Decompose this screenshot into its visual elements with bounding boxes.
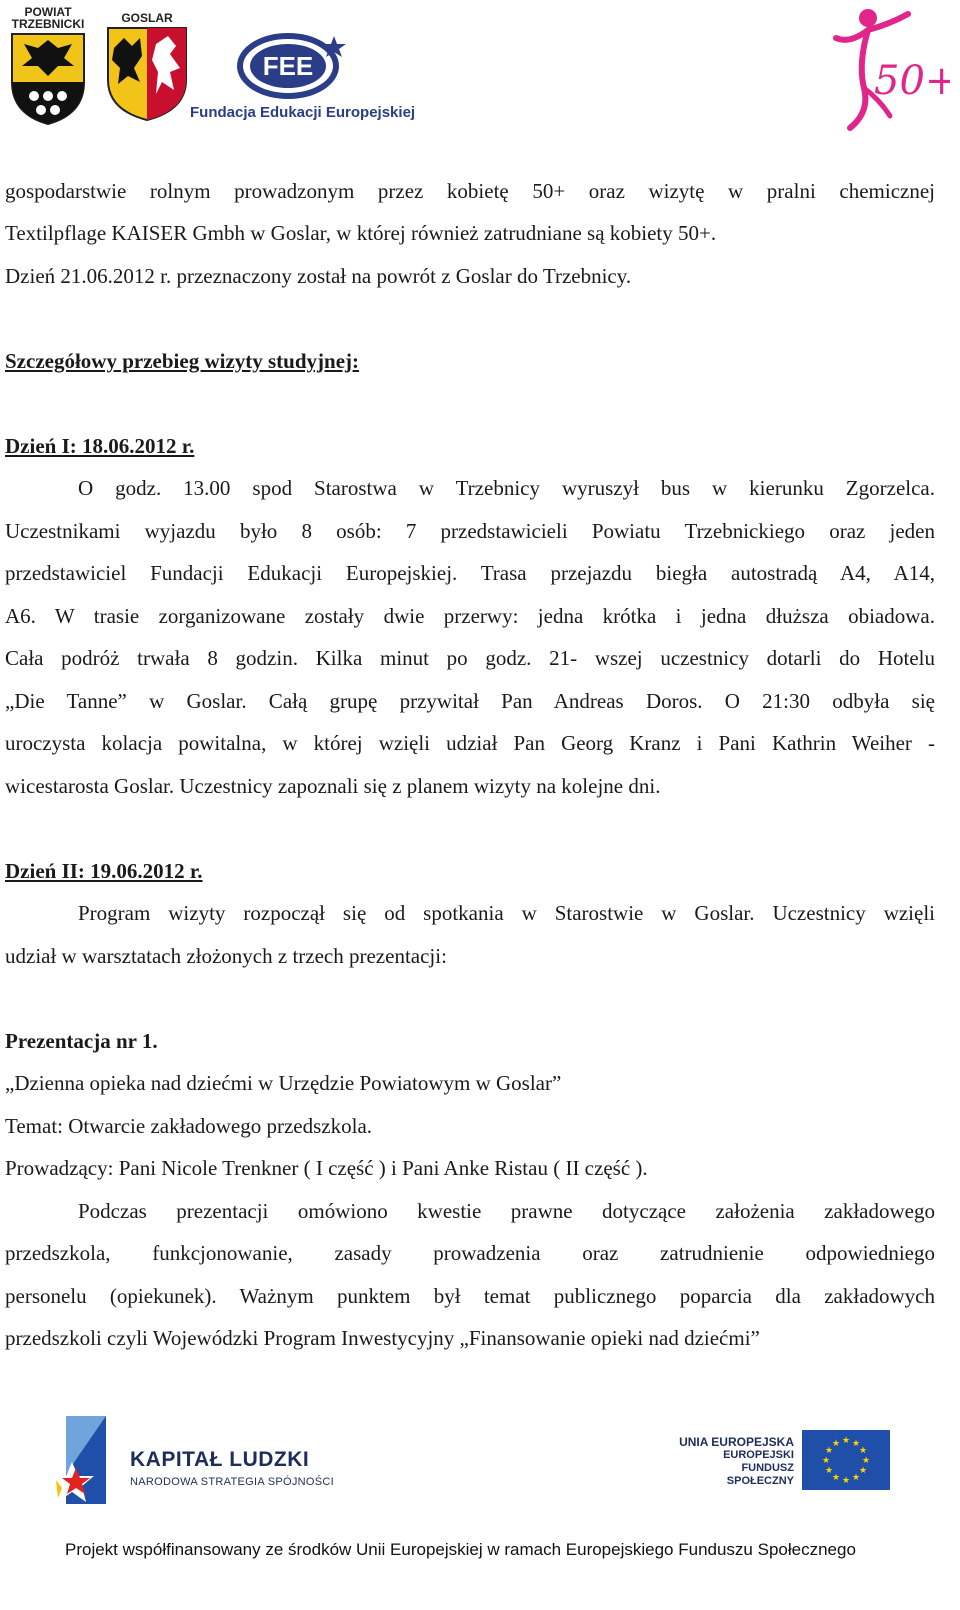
dancing-figure-icon	[830, 4, 950, 134]
powiat-coat-of-arms-icon	[6, 30, 90, 126]
fifty-plus-text: 50+	[874, 58, 950, 104]
paragraph-line: Cała podróż trwała 8 godzin. Kilka minut po godz. 21- wszej uczestnicy dotarli do Hotelu	[5, 646, 935, 670]
fee-name: Fundacja Edukacji Europejskiej	[190, 104, 416, 121]
powiat-caption-1: POWIAT	[24, 5, 72, 19]
paragraph-line: Dzień 21.06.2012 r. przeznaczony został na powrót z Goslar do Trzebnicy.	[5, 264, 632, 288]
eu-esf-logo-text	[672, 1436, 794, 1488]
paragraph-line: wicestarosta Goslar. Uczestnicy zapoznali się z planem wizyty na kolejne dni.	[5, 774, 661, 798]
kapital-ludzki-star-icon	[52, 1414, 128, 1506]
paragraph-line: przedstawiciel Fundacji Edukacji Europejskiej. Trasa przejazdu biegła autostradą A4, A14,	[5, 561, 935, 585]
svg-text:★: ★	[851, 1439, 861, 1449]
page-footer	[0, 1400, 960, 1610]
goslar-coat-of-arms-icon	[104, 24, 190, 122]
svg-text:★: ★	[821, 1456, 831, 1466]
eu-line-2: EUROPEJSKI	[723, 1449, 794, 1461]
svg-text:★: ★	[851, 1473, 861, 1483]
paragraph-line: przedszkoli czyli Wojewódzki Program Inwestycyjny „Finansowanie opieki nad dziećmi”	[5, 1326, 760, 1350]
fifty-plus-logo	[830, 4, 950, 134]
paragraph-line: przedszkola, funkcjonowanie, zasady prowadzenia oraz zatrudnienie odpowiedniego	[5, 1241, 935, 1265]
svg-text:★: ★	[841, 1476, 851, 1486]
svg-text:★: ★	[861, 1456, 871, 1466]
fee-abbr: FEE	[262, 51, 314, 81]
kapital-ludzki-subtitle: NARODOWA STRATEGIA SPÓJNOŚCI	[130, 1476, 334, 1488]
svg-text:★: ★	[831, 1439, 841, 1449]
paragraph-line: gospodarstwie rolnym prowadzonym przez kobietę 50+ oraz wizytę w pralni chemicznej	[5, 179, 935, 203]
eu-line-3: FUNDUSZ SPOŁECZNY	[726, 1462, 794, 1487]
powiat-caption-2: TRZEBNICKI	[11, 17, 85, 31]
eu-title: UNIA EUROPEJSKA	[679, 1435, 794, 1449]
paragraph-line: Textilpflage KAISER Gmbh w Goslar, w której również zatrudniane są kobiety 50+.	[5, 221, 717, 245]
svg-text:★: ★	[824, 1466, 834, 1476]
paragraph-line: Program wizyty rozpoczął się od spotkania w Starostwie w Goslar. Uczestnicy wzięli	[78, 901, 935, 925]
paragraph-line: personelu (opiekunek). Ważnym punktem był temat publicznego poparcia dla zakładowych	[5, 1284, 935, 1308]
svg-text:★: ★	[824, 1446, 834, 1456]
paragraph-line: Uczestnikami wyjazdu było 8 osób: 7 przedstawicieli Powiatu Trzebnickiego oraz jeden	[5, 519, 935, 543]
section-heading: Szczegółowy przebieg wizyty studyjnej:	[5, 349, 360, 373]
paragraph-line: A6. W trasie zorganizowane zostały dwie przerwy: jedna krótka i jedna dłuższa obiadowa.	[5, 604, 935, 628]
eu-flag-icon	[802, 1430, 890, 1490]
fee-logo	[188, 30, 428, 130]
fee-globe-icon	[188, 30, 358, 102]
svg-text:★: ★	[831, 1473, 841, 1483]
kapital-ludzki-title: KAPITAŁ LUDZKI	[130, 1448, 310, 1471]
presentation-heading: Prezentacja nr 1.	[5, 1029, 158, 1053]
presentation-topic: Temat: Otwarcie zakładowego przedszkola.	[5, 1114, 373, 1138]
paragraph-line: O godz. 13.00 spod Starostwa w Trzebnicy wyruszył bus w kierunku Zgorzelca.	[78, 476, 935, 500]
powiat-trzebnicki-logo	[6, 6, 90, 131]
paragraph-line: Podczas prezentacji omówiono kwestie prawne dotyczące założenia zakładowego	[78, 1199, 935, 1223]
svg-text:★: ★	[858, 1466, 868, 1476]
paragraph-line: „Die Tanne” w Goslar. Całą grupę przywitał Pan Andreas Doros. O 21:30 odbyła się	[5, 689, 935, 713]
svg-text:★: ★	[858, 1446, 868, 1456]
day-heading: Dzień II: 19.06.2012 r.	[5, 859, 203, 883]
cofinancing-note: Projekt współfinansowany ze środków Unii Europejskiej w ramach Europejskiego Funduszu Społecznego	[65, 1540, 856, 1559]
day-heading: Dzień I: 18.06.2012 r.	[5, 434, 195, 458]
paragraph-line: uroczysta kolacja powitalna, w której wzięli udział Pan Georg Kranz i Pani Kathrin Weiher -	[5, 731, 935, 755]
goslar-logo	[104, 12, 190, 127]
goslar-caption: GOSLAR	[121, 11, 173, 25]
paragraph-line: udział w warsztatach złożonych z trzech prezentacji:	[5, 944, 447, 968]
svg-text:★: ★	[841, 1436, 851, 1446]
presentation-presenters: Prowadzący: Pani Nicole Trenkner ( I część ) i Pani Anke Ristau ( II część ).	[5, 1156, 648, 1180]
kapital-ludzki-logo	[130, 1448, 334, 1488]
presentation-title: „Dzienna opieka nad dziećmi w Urzędzie Powiatowym w Goslar”	[5, 1071, 562, 1095]
page-header	[0, 0, 960, 140]
